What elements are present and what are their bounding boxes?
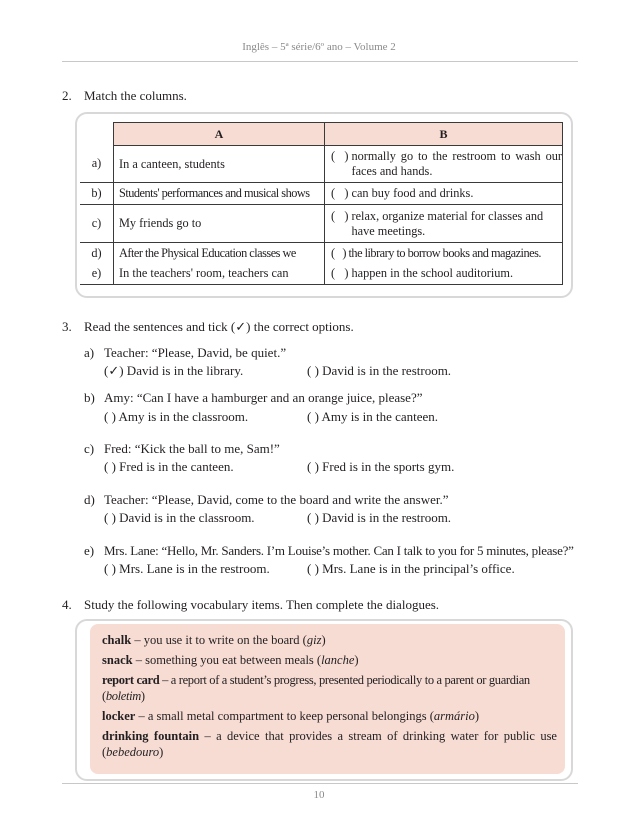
vocab-term: chalk [102,633,132,647]
answer-blank[interactable]: ( ) [331,245,346,260]
page-header: Inglês – 5ª série/6º ano – Volume 2 [242,41,396,53]
option-checkbox[interactable]: ( ) Amy is in the classroom. [104,409,249,424]
row-b-text: the library to borrow books and magazines. [348,245,541,260]
item-prompt: Teacher: “Please, David, be quiet.” [104,345,287,360]
answer-blank[interactable]: ( ) [331,266,349,281]
option-checkbox[interactable]: ( ) Fred is in the sports gym. [307,459,455,474]
item-letter: c) [84,441,95,456]
row-letter: e) [80,264,114,285]
table-row [80,146,563,183]
vocab-item [102,652,557,668]
q2-instruction: Match the columns. [84,88,187,103]
column-a-header: A [114,123,325,146]
table-row [80,183,563,205]
row-b-cell [325,264,563,285]
q2-number: 2. [62,88,72,103]
option-checkbox[interactable]: ( ) Fred is in the canteen. [104,459,234,474]
option-checkbox[interactable]: ( ) Mrs. Lane is in the principal’s office. [307,561,515,576]
vocab-term: report card [102,673,160,687]
item-prompt: Amy: “Can I have a hamburger and an orange juice, please?” [104,390,423,405]
vocab-def: – something you eat between meals ( [132,653,322,667]
row-b-text: happen in the school auditorium. [351,266,514,281]
row-b-cell [325,243,563,264]
vocab-end: ) [159,745,164,759]
vocabulary-box [90,624,565,774]
vocab-translation: lanche [321,653,355,667]
vocab-translation: bebedouro [106,745,160,759]
item-letter: a) [84,345,95,360]
row-a-text: In the teachers' room, teachers can [114,264,325,285]
row-letter: d) [80,243,114,264]
footer-divider [62,783,578,784]
page-number: 10 [313,789,325,801]
item-prompt: Fred: “Kick the ball to me, Sam!” [104,441,280,456]
vocab-def: – you use it to write on the board ( [131,633,307,647]
header-divider [62,61,578,62]
table-row [80,205,563,243]
answer-blank[interactable]: ( ) [331,149,349,163]
item-prompt: Mrs. Lane: “Hello, Mr. Sanders. I’m Louise’s mother. Can I talk to you for 5 minutes, please?” [104,543,574,558]
option-checkbox[interactable]: ( ) Amy is in the canteen. [307,409,439,424]
vocab-term: snack [102,653,133,667]
column-b-header: B [325,123,563,146]
q3-number: 3. [62,319,72,334]
vocab-translation: boletim [105,689,141,703]
item-letter: d) [84,492,95,507]
q3-instruction: Read the sentences and tick (✓) the correct options. [84,319,354,334]
answer-blank[interactable]: ( ) [331,186,349,200]
row-b-cell [325,205,563,243]
vocab-item [102,708,557,724]
vocab-item [102,672,557,704]
row-letter: a) [80,146,114,183]
row-b-text: relax, organize material for classes and have meetings. [351,208,544,238]
match-table [80,122,563,285]
item-letter: e) [84,543,95,558]
row-a-text: My friends go to [114,205,325,243]
vocab-end: ) [140,689,145,703]
row-b-text: normally go to the restroom to wash our faces and hands. [351,149,562,178]
row-b-cell [325,183,563,205]
vocab-def: – a small metal compartment to keep personal belongings ( [135,709,434,723]
option-checkbox[interactable]: ( ) Mrs. Lane is in the restroom. [104,561,270,576]
row-b-cell [325,146,563,183]
item-prompt: Teacher: “Please, David, come to the board and write the answer.” [104,492,449,507]
vocab-end: ) [474,709,480,723]
row-b-text: can buy food and drinks. [351,186,474,200]
vocab-item [102,728,557,760]
vocab-end: ) [354,653,359,667]
vocab-def: – a device that provides a stream of drinking water for public use ( [102,729,557,759]
vocab-def: – a report of a student’s progress, presented periodically to a parent or guardian ( [102,673,530,703]
vocab-term: locker [102,709,136,723]
answer-blank[interactable]: ( ) [331,208,349,223]
option-checkbox[interactable]: (✓) David is in the library. [104,363,244,378]
vocab-translation: armário [433,709,475,723]
row-letter: b) [80,183,114,205]
vocab-translation: giz [306,633,322,647]
row-a-text: In a canteen, students [114,146,325,183]
table-row [80,243,563,264]
q4-number: 4. [62,597,72,612]
item-letter: b) [84,390,95,405]
row-a-text: After the Physical Education classes we [114,243,325,264]
table-row [80,264,563,285]
row-a-text: Students' performances and musical shows [114,183,325,205]
row-letter: c) [80,205,114,243]
q4-instruction: Study the following vocabulary items. Then complete the dialogues. [84,597,440,612]
table-corner [80,123,114,146]
option-checkbox[interactable]: ( ) David is in the restroom. [307,510,452,525]
vocab-term: drinking fountain [102,729,200,743]
vocab-end: ) [321,633,326,647]
option-checkbox[interactable]: ( ) David is in the restroom. [307,363,452,378]
vocab-item [102,632,557,648]
option-checkbox[interactable]: ( ) David is in the classroom. [104,510,255,525]
